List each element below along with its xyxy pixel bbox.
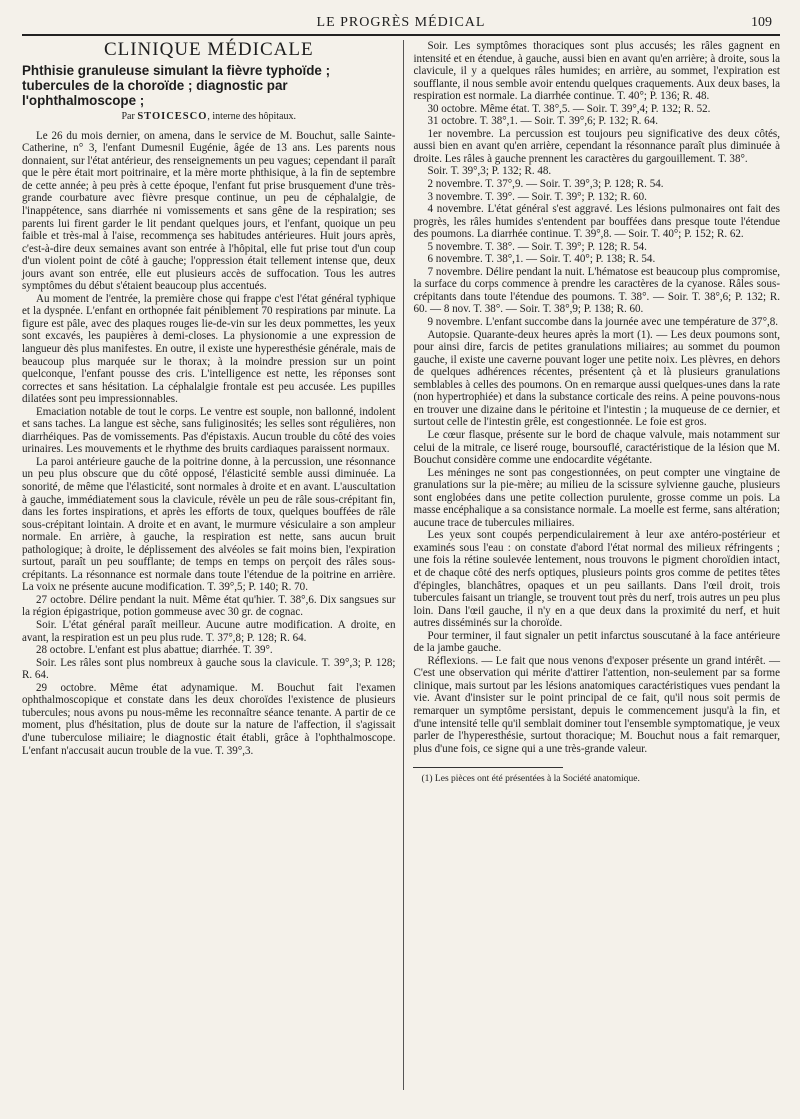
paragraph: 9 novembre. L'enfant succombe dans la journée avec une température de 37°,8. (427, 316, 779, 329)
journal-title: LE PROGRÈS MÉDICAL (316, 15, 486, 30)
paragraph: 1er novembre. La percussion est toujours peu significative des deux côtés, aussi bien en avant qu'en arrière, cependant la résonnance paraît plus diminuée à droite. Les râles à gauche prennent les caractères du gargouillement. T. 38°. (413, 127, 780, 165)
section-title: CLINIQUE MÉDICALE (103, 39, 314, 60)
paragraph: 2 novembre. T. 37°,9. — Soir. T. 39°,3; P. 128; R. 54. (427, 178, 664, 191)
paragraph: Soir. L'état général paraît meilleur. Aucune autre modification. A droite, en avant, la respiration est un peu plus rude. T. 37°,8; P. 128; R. 64. (22, 619, 396, 644)
running-head (22, 12, 780, 36)
paragraph: Soir. Les symptômes thoraciques sont plus accusés; les râles gagnent en intensité et en étendue, à gauche, aussi bien en avant qu'en arrière; à droite, sous la clavicule, il y a quelques râles humides; en arrière, au sommet, l'expiration est soufflante, il nous semble avoir entendu quelques craquements. Aux deux bases, la respiration est normale. La diarrhée continue. T. 40°; P. 136; R. 48. (413, 40, 780, 103)
article-title: Phthisie granuleuse simulant la fièvre typhoïde ; tubercules de la choroïde ; diagnostic par l'ophthalmoscope ; (22, 62, 331, 108)
paragraph: Le cœur flasque, présente sur le bord de chaque valvule, mais notamment sur celui de la mitrale, ce liseré rouge, boursouflé, caractéristique de la lésion que M. Bouchut considère comme une endocardite végétante. (413, 428, 780, 467)
author-name: STOICESCO (137, 111, 208, 123)
byline-prefix: Par (121, 111, 135, 123)
paragraph: Les yeux sont coupés perpendiculairement à leur axe antéro-postérieur et examinés sous l'eau : on constate d'abord l'état normal des milieux réfringents ; une fois la rétine soulevée lentement, nous trouvons le pigment choroïdien intact, et de chaque côté des nerfs optiques, plusieurs points gros comme de petites têtes d'épingles, blanchâtres, opaques et un peu saillants. Dans l'œil droit, trois tubercules faisant un triangle, se trouvent tout près du nerf, trois autres un peu plus loin. Dans l'œil gauche, il n'y en a que deux dans la proximité du nerf, et huit autres disséminés sur la choroïde. (413, 529, 780, 630)
paragraph: Les méninges ne sont pas congestionnées, on peut compter une vingtaine de granulations sur la pie-mère; au milieu de la scissure sylvienne gauche, plusieurs sont englobées dans une petite collection purulente, grosse comme un pois. La masse encéphalique a sa consistance normale. La moelle est ferme, sans altération; aucune trace de tubercules miliaires. (413, 466, 780, 529)
page-number: 109 (751, 15, 772, 30)
paragraph: 29 octobre. Même état adynamique. M. Bouchut fait l'examen ophthalmoscopique et constate dans les deux choroïdes l'existence de plusieurs tubercules; nous avons pu nous-même les reconnaître séance tenante. A partir de ce moment, plus d'hésitation, plus de doute sur la nature de l'affection, il s'agissait d'une tuberculose miliaire; le diagnostic était établi, grâce à l'ophthalmoscope. L'enfant n'accusait aucun trouble de la vue. T. 39°,3. (22, 681, 396, 757)
author-affiliation: , interne des hôpitaux. (207, 111, 296, 123)
paragraph: 28 octobre. L'enfant est plus abattue; diarrhée. T. 39°. (36, 644, 273, 657)
paragraph: 7 novembre. Délire pendant la nuit. L'hématose est beaucoup plus compromise, la surface du corps commence à prendre les caractères de la cyanose. Râles sous-crépitants dans toute l'étendue des poumons. T. 38°. — Soir. T. 38°,6; P. 132; R. 60. — 8 nov. T. 38°. — Soir. T. 38°,9; P. 138; R. 60. (413, 265, 780, 316)
paragraph: 4 novembre. L'état général s'est aggravé. Les lésions pulmonaires ont fait des progrès, les râles humides s'entendent par bouffées dans presque toute l'étendue des poumons. La diarrhée continue. T. 39°,8. — Soir. T. 40°; P. 152; R. 62. (413, 203, 780, 241)
paragraph: 6 novembre. T. 38°,1. — Soir. T. 40°; P. 138; R. 54. (427, 253, 656, 266)
two-column-body (22, 40, 780, 1090)
paragraph: 27 octobre. Délire pendant la nuit. Même état qu'hier. T. 38°,6. Dix sangsues sur la région épigastrique, potion gommeuse avec 30 gr. de cognac. (22, 593, 396, 619)
paragraph: 3 novembre. T. 39°. — Soir. T. 39°; P. 132; R. 60. (427, 190, 647, 203)
paragraph: Réflexions. — Le fait que nous venons d'exposer présente un grand intérêt. — C'est une observation qui mérite d'attirer l'attention, non-seulement par sa forme clinique, mais surtout par les lésions anatomiques caractéristiques vues pendant la vie. Avant d'insister sur le point principal de ce fait, qu'il nous soit permis de remarquer un symptôme persistant, depuis le commencement jusqu'à la fin, et d'une intensité telle qu'il semblait dominer tout l'ensemble symptomatique, je veux parler de l'hyperesthésie, surtout thoracique; M. Bouchut nous a fait remarquer, plus d'une fois, ce signe qui a une très-grande valeur. (413, 654, 780, 755)
paragraph: Au moment de l'entrée, la première chose qui frappe c'est l'état général typhique et la dyspnée. L'enfant en orthopnée fait péniblement 70 respirations par minute. La figure est pâle, avec des plaques rouges lie-de-vin sur les deux pommettes, les yeux sont excavés, les paupières à demi-closes. La physionomie a une expression de langueur dès plus manifestes. En outre, il existe une hyperesthésie générale, mais de beaucoup plus marquée sur le thorax; à la moindre pression sur un point quelconque, l'enfant pousse des cris. L'intelligence est nette, les réponses sont correctes et sans hésitation. La céphalalgie frontale est peu accusée. Les pupilles dilatées sont peu impressionnables. (22, 292, 396, 406)
paragraph: La paroi antérieure gauche de la poitrine donne, à la percussion, une résonnance un peu plus obscure que du côté opposé, l'élasticité semble aussi diminuée. La sonorité, de même que l'élasticité, sont normales à droite et en avant. L'auscultation à gauche, immédiatement sous la clavicule, révèle un peu de râle sous-crépitant fin, dans les fortes inspirations, et après les efforts de toux, quelques bouffées de râle sous-crépitant lointain. A droite et en avant, le murmure vésiculaire a son ampleur normale. En arrière, à gauche, la respiration est nette, sans aucun bruit pathologique; à droite, le déplissement des alvéoles se fait moins bien, l'expiration surtout, paraît un peu soufflante; de temps en temps on perçoit des râles sous-crépitants. La résonnance est normale dans toute l'étendue de la poitrine en arrière. La voix ne présente aucune modification. T. 39°,5; P. 140; R. 70. (22, 455, 396, 594)
paragraph: Le 26 du mois dernier, on amena, dans le service de M. Bouchut, salle Sainte-Catherine, n° 3, l'enfant Dumesnil Eugénie, âgée de 13 ans. Les parents nous donnaient, sur l'état antérieur, des renseignements un peu vagues; cependant il paraît que le père était mort poitrinaire, et la mère morte phthisique, à la fin de septembre de cette année; à peu près à cette époque, l'enfant fut prise brusquement d'une très-grande courbature avec fièvre presque continue, un peu de céphalalgie, de l'inappétence, sans diarrhée ni vomissements et sans gêne de la respiration; ses parents lui firent garder le lit pendant quelques jours, et l'enfant, quoique un peu faible et très-mal à l'aise, recommença ses habitudes antérieures. Huit jours après, c'est-à-dire deux semaines avant son entrée à l'hôpital, elle fut prise tout d'un coup d'un violent point de côté à gauche; l'oppression était tellement intense que, deux jours avant son entrée, elle eut plusieurs accès de suffocation. Tous les autres symptômes du début s'étaient beaucoup plus accentués. (22, 129, 396, 293)
footnote: (1) Les pièces ont été présentées à la Société anatomique. (421, 774, 640, 785)
footnote-divider (413, 767, 563, 768)
paragraph: 30 octobre. Même état. T. 38°,5. — Soir. T. 39°,4; P. 132; R. 52. (427, 102, 711, 115)
paragraph: Pour terminer, il faut signaler un petit infarctus souscutané à la face antérieure de la jambe gauche. (413, 629, 780, 655)
paragraph: Soir. Les râles sont plus nombreux à gauche sous la clavicule. T. 39°,3; P. 128; R. 64. (22, 656, 396, 682)
paragraph: Emaciation notable de tout le corps. Le ventre est souple, non ballonné, indolent et sans taches. La langue est sèche, sans fuliginosités; les selles sont régulières, non diarrhéiques. Pas de vomissements. Pas d'épistaxis. Aucun trouble du côté des voies urinaires. Les mouvements et le rhythme des bruits cardiaques paraissent normaux. (22, 405, 396, 456)
paragraph: 31 octobre. T. 38°,1. — Soir. T. 39°,6; P. 132; R. 64. (427, 115, 658, 128)
byline (22, 111, 395, 124)
paragraph: Soir. T. 39°,3; P. 132; R. 48. (427, 165, 552, 178)
right-column (404, 40, 780, 1090)
left-column (22, 40, 404, 1090)
paragraph: Autopsie. Quarante-deux heures après la mort (1). — Les deux poumons sont, pour ainsi dire, farcis de petites granulations miliaires; au sommet du poumon gauche, il existe une caverne pouvant loger une petite noix. Les plèvres, en dehors de quelques adhérences récentes, présentent çà et là plusieurs granulations semblables à celles des poumons. On en remarque aussi quelques-unes dans la rate (non hypertrophiée) et dans la substance corticale des reins. A peine pouvons-nous en trouver une dizaine dans le péritoine et l'intestin ; la muqueuse de ce dernier, et surtout celle de l'intestin grêle, est congestionnée. Le foie est gros. (413, 328, 780, 429)
paragraph: 5 novembre. T. 38°. — Soir. T. 39°; P. 128; R. 54. (427, 240, 647, 253)
